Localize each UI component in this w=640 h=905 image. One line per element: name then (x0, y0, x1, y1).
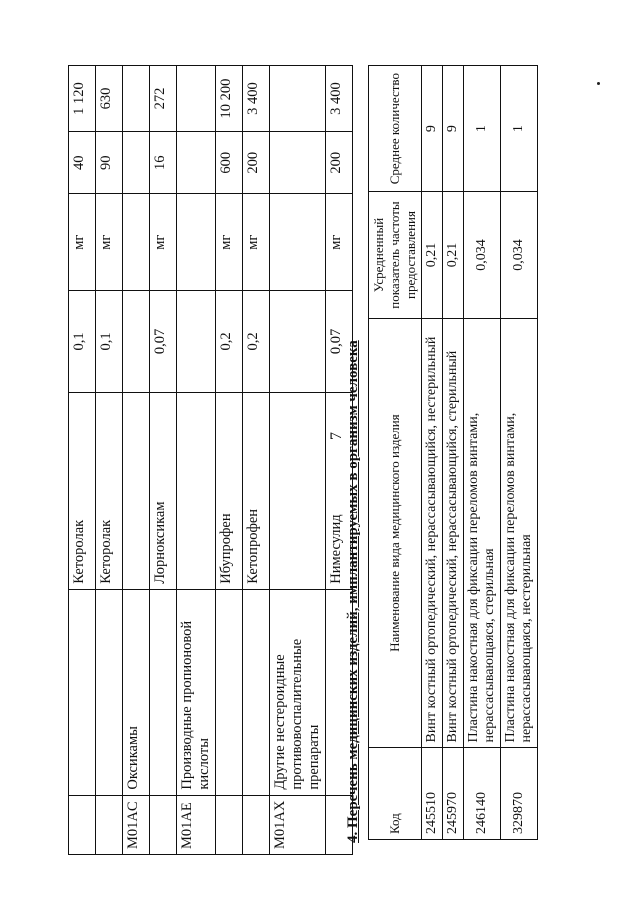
cell-group (69, 589, 96, 795)
cell-name (123, 392, 150, 589)
cell-group (150, 589, 177, 795)
drug-table-row (69, 66, 96, 855)
cell-qty: 9 (422, 66, 443, 192)
section-4-heading: 4. Перечень медицинских изделий, имплантируемых в организм человека (345, 340, 361, 843)
cell-freq (123, 291, 150, 393)
header-code: Код (369, 748, 422, 840)
cell-dose: 90 (96, 132, 123, 194)
cell-unit: мг (243, 194, 270, 291)
cell-group: Оксикамы (123, 589, 150, 795)
cell-qty: 1 120 (69, 66, 96, 132)
drug-table-row (123, 66, 150, 855)
implant-table-row (443, 66, 464, 840)
cell-freq: 0,034 (501, 192, 538, 319)
cell-name: Кеторолак (69, 392, 96, 589)
cell-name (270, 392, 326, 589)
cell-code (216, 795, 243, 854)
cell-dose: 40 (69, 132, 96, 194)
cell-group (243, 589, 270, 795)
cell-group: Производные пропионовой кислоты (177, 589, 216, 795)
cell-qty (270, 66, 326, 132)
drug-table-row (216, 66, 243, 855)
cell-name (177, 392, 216, 589)
cell-freq: 0,2 (243, 291, 270, 393)
cell-qty: 630 (96, 66, 123, 132)
cell-freq: 0,21 (443, 192, 464, 319)
cell-code: 329870 (501, 748, 538, 840)
cell-freq: 0,034 (464, 192, 501, 319)
drug-table-row (243, 66, 270, 855)
cell-dose: 200 (326, 132, 353, 194)
drug-table-row (150, 66, 177, 855)
cell-name: Кетопрофен (243, 392, 270, 589)
cell-unit: мг (69, 194, 96, 291)
cell-name: Пластина накостная для фиксации переломов винтами, нерассасывающаяся, стерильная (464, 318, 501, 748)
implant-table-row (422, 66, 443, 840)
implant-table-row (464, 66, 501, 840)
cell-qty (123, 66, 150, 132)
cell-dose: 16 (150, 132, 177, 194)
cell-code: 246140 (464, 748, 501, 840)
cell-unit: мг (216, 194, 243, 291)
cell-code (243, 795, 270, 854)
cell-dose: 200 (243, 132, 270, 194)
drug-table-row (96, 66, 123, 855)
cell-unit (123, 194, 150, 291)
cell-freq: 0,1 (69, 291, 96, 393)
cell-dose (177, 132, 216, 194)
cell-dose (270, 132, 326, 194)
cell-name: Нимесулид (326, 392, 353, 589)
cell-dose (123, 132, 150, 194)
cell-qty: 3 400 (326, 66, 353, 132)
drug-table-row (177, 66, 216, 855)
cell-freq: 0,2 (216, 291, 243, 393)
cell-unit (270, 194, 326, 291)
cell-code: 245970 (443, 748, 464, 840)
cell-freq (270, 291, 326, 393)
cell-unit: мг (326, 194, 353, 291)
cell-qty: 9 (443, 66, 464, 192)
cell-code (69, 795, 96, 854)
header-name: Наименование вида медицинского изделия (369, 318, 422, 748)
implant-table (368, 65, 538, 840)
cell-freq: 0,1 (96, 291, 123, 393)
drug-table-row (270, 66, 326, 855)
cell-unit (177, 194, 216, 291)
cell-freq (177, 291, 216, 393)
cell-qty: 272 (150, 66, 177, 132)
cell-freq: 0,21 (422, 192, 443, 319)
cell-name: Кеторолак (96, 392, 123, 589)
cell-qty (177, 66, 216, 132)
drug-table (68, 65, 353, 855)
implant-table-row (501, 66, 538, 840)
cell-group (96, 589, 123, 795)
cell-name: Винт костный ортопедический, нерассасывающийся, нестерильный (422, 318, 443, 748)
cell-qty: 1 (501, 66, 538, 192)
implant-table-header-row (369, 66, 422, 840)
cell-group (216, 589, 243, 795)
cell-freq: 0,07 (326, 291, 353, 393)
cell-code: M01AX (270, 795, 326, 854)
page-number: 7 (327, 432, 345, 440)
cell-qty: 10 200 (216, 66, 243, 132)
cell-code: 245510 (422, 748, 443, 840)
cell-unit: мг (150, 194, 177, 291)
header-freq: Усредненный показатель частоты предоставления (369, 192, 422, 319)
cell-qty: 3 400 (243, 66, 270, 132)
cell-freq: 0,07 (150, 291, 177, 393)
header-qty: Среднее количество (369, 66, 422, 192)
cell-name: Винт костный ортопедический, нерассасывающийся, стерильный (443, 318, 464, 748)
cell-code (96, 795, 123, 854)
cell-qty: 1 (464, 66, 501, 192)
cell-code: M01AC (123, 795, 150, 854)
cell-group: Другие нестероидные противовоспалительные препараты (270, 589, 326, 795)
cell-dose: 600 (216, 132, 243, 194)
cell-name: Лорноксикам (150, 392, 177, 589)
cell-name: Ибупрофен (216, 392, 243, 589)
cell-name: Пластина накостная для фиксации переломов винтами, нерассасывающаяся, нестерильная (501, 318, 538, 748)
cell-code: M01AE (177, 795, 216, 854)
cell-code (150, 795, 177, 854)
cell-unit: мг (96, 194, 123, 291)
